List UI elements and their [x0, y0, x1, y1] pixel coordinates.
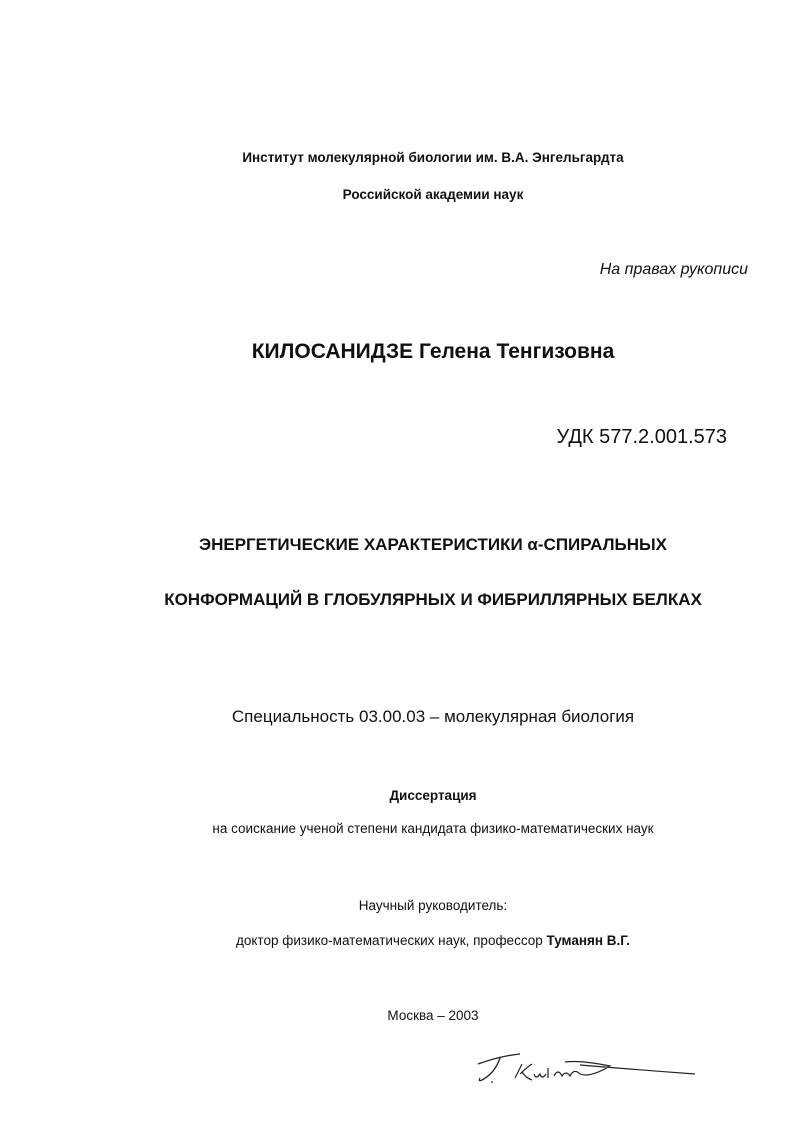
specialty: Специальность 03.00.03 – молекулярная биология [231, 707, 635, 726]
city-year: Москва – 2003 [387, 1008, 479, 1023]
supervisor-label: Научный руководитель: [358, 898, 508, 913]
degree: на соискание ученой степени кандидата физико-математических наук [212, 821, 654, 836]
udc-code: УДК 577.2.001.573 [556, 426, 727, 448]
title-line-1: ЭНЕРГЕТИЧЕСКИЕ ХАРАКТЕРИСТИКИ α-СПИРАЛЬНЫХ [199, 535, 667, 554]
supervisor-name: Туманян В.Г. [546, 933, 631, 948]
signature [470, 1048, 710, 1088]
rights-note: На правах рукописи [599, 261, 748, 278]
author-name: КИЛОСАНИДЗЕ Гелена Тенгизовна [251, 340, 615, 363]
work-type: Диссертация [389, 788, 477, 803]
institute-line-2: Российской академии наук [342, 187, 524, 202]
supervisor-title: доктор физико-математических наук, профессор [235, 933, 547, 948]
title-line-2: КОНФОРМАЦИЙ В ГЛОБУЛЯРНЫХ И ФИБРИЛЛЯРНЫХ БЕЛКАХ [164, 590, 702, 609]
institute-line-1: Институт молекулярной биологии им. В.А. Энгельгардта [242, 150, 624, 165]
supervisor-line [0, 933, 793, 948]
